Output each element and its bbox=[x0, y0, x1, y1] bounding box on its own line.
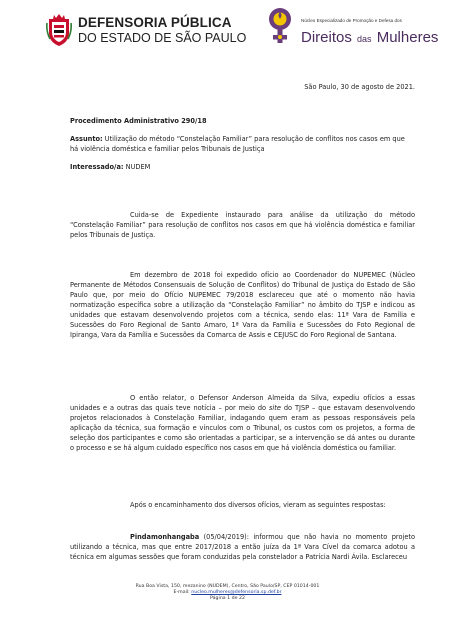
org-name-line2: DO ESTADO DE SÃO PAULO bbox=[78, 31, 247, 45]
page-footer bbox=[0, 584, 455, 603]
sao-paulo-crest-icon bbox=[46, 13, 72, 47]
nucleus-title-part1: Direitos bbox=[301, 29, 352, 46]
procedure-title: Procedimento Administrativo 290/18 bbox=[70, 117, 207, 125]
procedure-subject bbox=[70, 134, 415, 154]
nucleus-description: Núcleo Especializado de Promoção e Defesa dos bbox=[301, 18, 402, 23]
subject-text: Utilização do método “Constelação Familiar” para resolução de conflitos nos casos em que há violência doméstica e familiar pelos Tribunais de Justiça bbox=[70, 135, 405, 153]
paragraph-3-part2: do TJSP – que estavam desenvolvendo projetos relacionados à Constelação Familiar, indagando quem eram as pessoas responsáveis pela aplicação da técnica, sua formação e vínculos com o Tribunal, os custos com os projetos, a forma de seleção dos participantes e como são orientadas a participar, se a intervenção se dá antes ou durante o processo e se há algum cuidado específico nos casos em que há violência doméstica ou familiar. bbox=[70, 404, 415, 452]
interested-text: NUDEM bbox=[123, 163, 151, 171]
org-name-line1: DEFENSORIA PÚBLICA bbox=[78, 14, 232, 30]
nucleus-title bbox=[301, 29, 438, 46]
paragraph-5-label: Pindamonhangaba bbox=[130, 533, 200, 541]
paragraph-5 bbox=[70, 532, 415, 562]
paragraph-1: Cuida-se de Expediente instaurado para análise da utilização do método “Constelação Familiar” para resolução de conflitos nos casos em que há violência doméstica e familiar pelos Tribunais de Justiça. bbox=[70, 211, 415, 239]
footer-address: Rua Boa Vista, 150, mezanino (NUDEM), Centro, São Paulo/SP, CEP 01014-001 bbox=[135, 584, 320, 589]
paragraph-3-emphasis: site bbox=[269, 404, 281, 412]
paragraph-5-text: (05/04/2019): informou que não havia no momento projeto utilizando a técnica, mas que entre 2017/2018 a então juíza da 1ª Vara Cível da comarca adotou a técnica em algumas sessões que foram conduzidas pela constelador a Patrícia Nardi Ávila. Esclareceu bbox=[70, 533, 415, 561]
nucleus-title-part3: Mulheres bbox=[376, 29, 439, 46]
paragraph-2: Em dezembro de 2018 foi expedido ofício ao Coordenador do NUPEMEC (Núcleo Permanente de Métodos Consensuais de Solução de Conflitos) do Tribunal de Justiça do Estado de São Paulo que, por meio do Ofício NUPEMEC 79/2018 esclareceu que até o momento não havia normatização específica sobre a utilização da “Constelação Familiar” no âmbito do TJSP e indicou as unidades que estavam desenvolvendo projetos com a técnica, sendo elas: 11ª Vara de Família e Sucessões do Foro Regional de Santo Amaro, 1ª Vara da Família e Sucessões do Foto Regional de Ipiranga, Vara da Família e Sucessões da Comarca de Assis e CEJUSC do Foro Regional de Santana. bbox=[70, 271, 415, 339]
procedure-interested bbox=[70, 162, 415, 172]
subject-label: Assunto: bbox=[70, 135, 103, 143]
paragraph-4: Após o encaminhamento dos diversos ofícios, vieram as seguintes respostas: bbox=[130, 501, 386, 509]
nucleus-title-part2: das bbox=[357, 34, 372, 44]
footer-page-number: Página 1 de 22 bbox=[210, 596, 245, 602]
paragraph-3-part1: O então relator, o Defensor Anderson Almeida da Silva, expediu ofícios a essas unidades e a outras das quais teve notícia – por meio do bbox=[70, 394, 415, 412]
paragraph-3 bbox=[70, 393, 415, 453]
defensoria-logo bbox=[46, 12, 246, 48]
interested-label: Interessado/a: bbox=[70, 163, 124, 171]
footer-email-link[interactable]: nucleo.mulheres@defensoria.sp.def.br bbox=[191, 590, 282, 596]
document-date: São Paulo, 30 de agosto de 2021. bbox=[304, 83, 415, 91]
women-rights-symbol-icon bbox=[265, 6, 295, 48]
footer-email-label: E-mail: bbox=[173, 590, 192, 596]
nudem-logo bbox=[265, 6, 439, 54]
